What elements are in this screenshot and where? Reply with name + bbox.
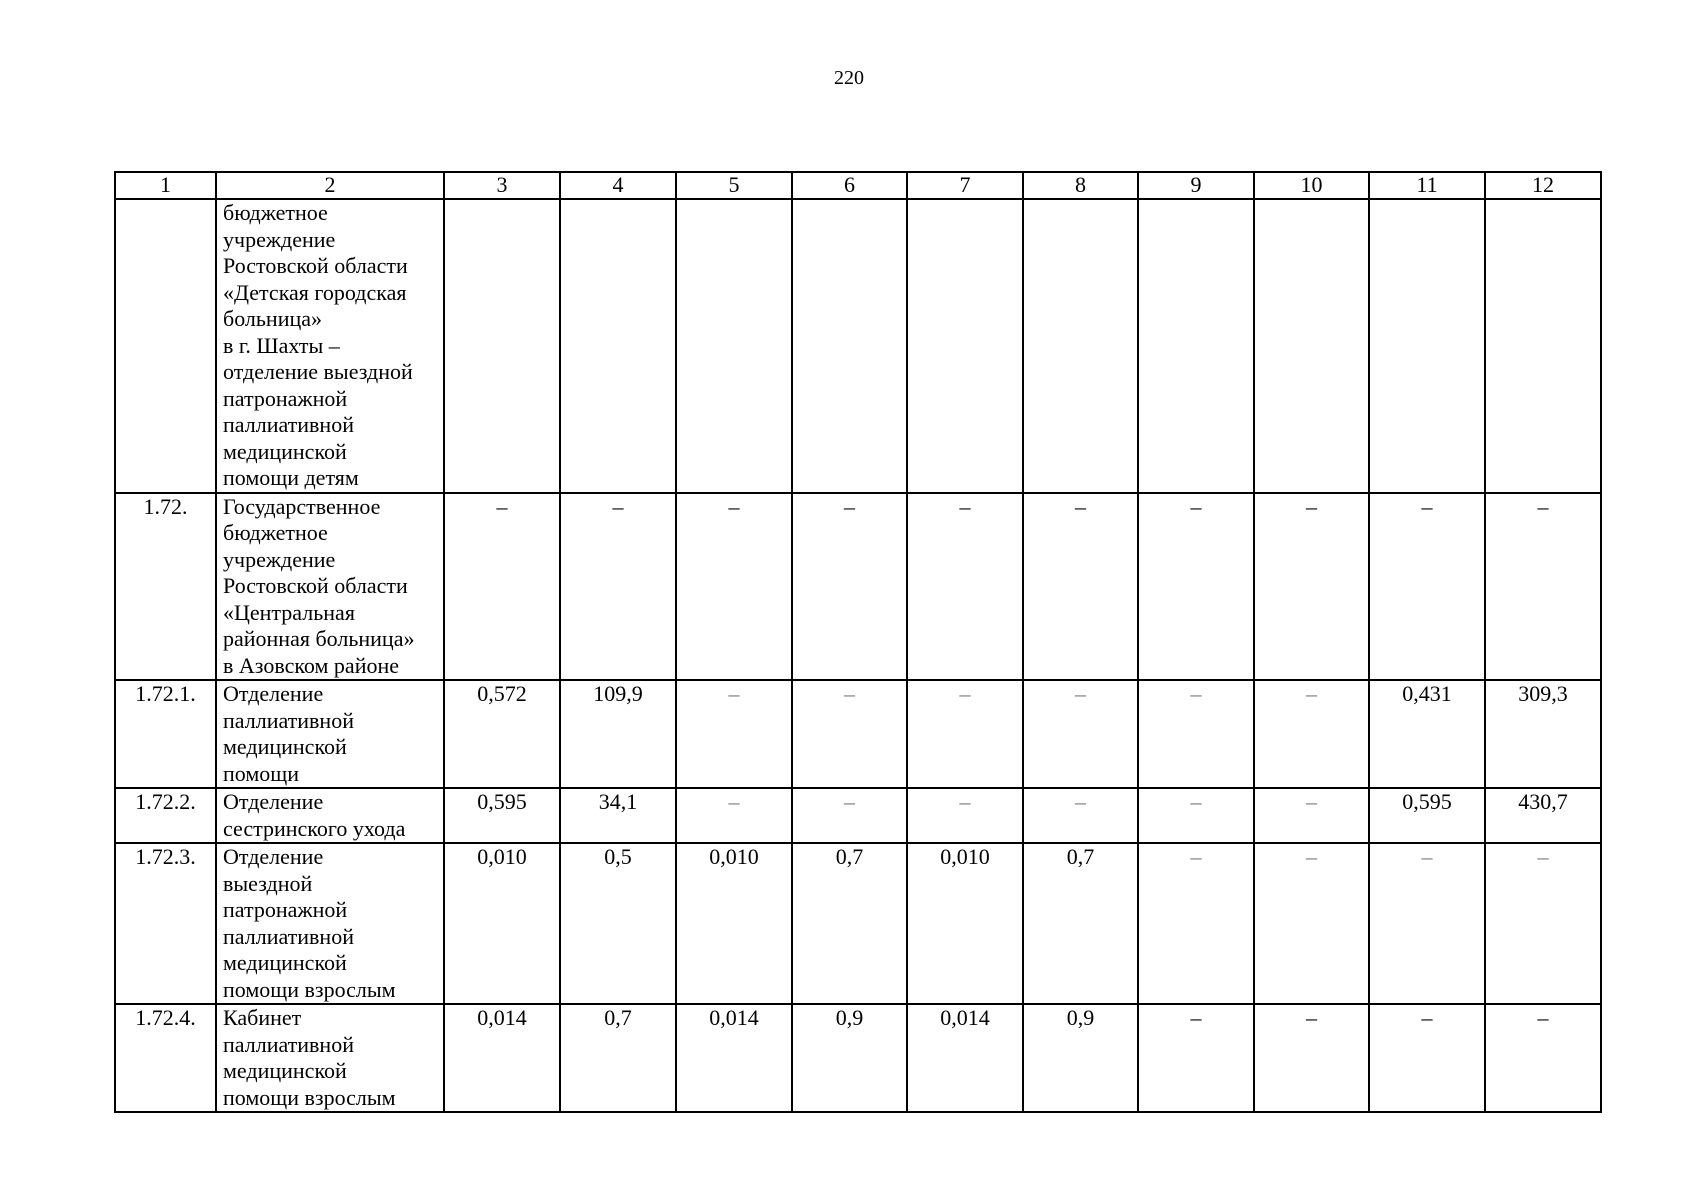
value-cell-col-4: 109,9	[560, 680, 676, 788]
table-row	[115, 788, 1601, 843]
value-cell-col-6	[792, 199, 907, 493]
row-number-cell: 1.72.2.	[115, 788, 216, 843]
value-cell-col-4: –	[560, 493, 676, 681]
value-cell-col-4: 34,1	[560, 788, 676, 843]
value-cell-col-3: –	[444, 493, 560, 681]
value-cell-col-10: –	[1254, 680, 1369, 788]
value-cell-col-4: 0,5	[560, 843, 676, 1004]
value-cell-col-7: 0,010	[907, 843, 1023, 1004]
institution-name-cell: Отделение паллиативной медицинской помощи	[216, 680, 444, 788]
value-cell-col-4: 0,7	[560, 1004, 676, 1112]
institution-name-cell: Отделение сестринского ухода	[216, 788, 444, 843]
value-cell-col-9: –	[1138, 788, 1254, 843]
header-cell: 1	[115, 172, 216, 199]
value-cell-col-9	[1138, 199, 1254, 493]
header-cell: 3	[444, 172, 560, 199]
table-row	[115, 843, 1601, 1004]
header-cell: 2	[216, 172, 444, 199]
value-cell-col-10: –	[1254, 493, 1369, 681]
value-cell-col-7: –	[907, 493, 1023, 681]
table-header-row	[115, 172, 1601, 199]
value-cell-col-10	[1254, 199, 1369, 493]
value-cell-col-11	[1369, 199, 1485, 493]
header-cell: 9	[1138, 172, 1254, 199]
table-row	[115, 1004, 1601, 1112]
value-cell-col-12: –	[1485, 1004, 1601, 1112]
header-cell: 10	[1254, 172, 1369, 199]
value-cell-col-8: –	[1023, 493, 1138, 681]
value-cell-col-6: –	[792, 680, 907, 788]
data-table	[114, 171, 1602, 1113]
value-cell-col-7: –	[907, 788, 1023, 843]
value-cell-col-6: 0,9	[792, 1004, 907, 1112]
value-cell-col-8: 0,7	[1023, 843, 1138, 1004]
value-cell-col-10: –	[1254, 788, 1369, 843]
value-cell-col-12: 309,3	[1485, 680, 1601, 788]
institution-name-cell: Государственное бюджетное учреждение Ростовской области «Центральная районная больница» в Азовском районе	[216, 493, 444, 681]
value-cell-col-12	[1485, 199, 1601, 493]
value-cell-col-10: –	[1254, 843, 1369, 1004]
header-cell: 5	[676, 172, 792, 199]
row-number-cell	[115, 199, 216, 493]
value-cell-col-6: –	[792, 788, 907, 843]
value-cell-col-5: 0,014	[676, 1004, 792, 1112]
value-cell-col-3: 0,572	[444, 680, 560, 788]
value-cell-col-5: 0,010	[676, 843, 792, 1004]
value-cell-col-8: –	[1023, 680, 1138, 788]
value-cell-col-11: 0,431	[1369, 680, 1485, 788]
value-cell-col-10: –	[1254, 1004, 1369, 1112]
header-cell: 7	[907, 172, 1023, 199]
value-cell-col-8: –	[1023, 788, 1138, 843]
value-cell-col-11: –	[1369, 493, 1485, 681]
page-number: 220	[834, 67, 864, 89]
value-cell-col-7: –	[907, 680, 1023, 788]
value-cell-col-9: –	[1138, 1004, 1254, 1112]
value-cell-col-9: –	[1138, 843, 1254, 1004]
value-cell-col-8	[1023, 199, 1138, 493]
table-row	[115, 199, 1601, 493]
value-cell-col-9: –	[1138, 680, 1254, 788]
value-cell-col-8: 0,9	[1023, 1004, 1138, 1112]
value-cell-col-6: 0,7	[792, 843, 907, 1004]
value-cell-col-12: –	[1485, 493, 1601, 681]
row-number-cell: 1.72.3.	[115, 843, 216, 1004]
value-cell-col-3: 0,010	[444, 843, 560, 1004]
header-cell: 4	[560, 172, 676, 199]
value-cell-col-3: 0,014	[444, 1004, 560, 1112]
header-cell: 12	[1485, 172, 1601, 199]
value-cell-col-3: 0,595	[444, 788, 560, 843]
header-cell: 6	[792, 172, 907, 199]
header-cell: 11	[1369, 172, 1485, 199]
table-row	[115, 680, 1601, 788]
value-cell-col-11: –	[1369, 1004, 1485, 1112]
value-cell-col-7: 0,014	[907, 1004, 1023, 1112]
row-number-cell: 1.72.4.	[115, 1004, 216, 1112]
institution-name-cell: Кабинет паллиативной медицинской помощи взрослым	[216, 1004, 444, 1112]
value-cell-col-4	[560, 199, 676, 493]
row-number-cell: 1.72.1.	[115, 680, 216, 788]
value-cell-col-11: –	[1369, 843, 1485, 1004]
value-cell-col-5	[676, 199, 792, 493]
table-row	[115, 493, 1601, 681]
value-cell-col-7	[907, 199, 1023, 493]
value-cell-col-9: –	[1138, 493, 1254, 681]
header-cell: 8	[1023, 172, 1138, 199]
row-number-cell: 1.72.	[115, 493, 216, 681]
value-cell-col-5: –	[676, 788, 792, 843]
value-cell-col-5: –	[676, 493, 792, 681]
value-cell-col-6: –	[792, 493, 907, 681]
value-cell-col-12: 430,7	[1485, 788, 1601, 843]
value-cell-col-5: –	[676, 680, 792, 788]
institution-name-cell: бюджетное учреждение Ростовской области «Детская городская больница» в г. Шахты – отделение выездной патронажной паллиативной медицинской помощи детям	[216, 199, 444, 493]
value-cell-col-11: 0,595	[1369, 788, 1485, 843]
value-cell-col-12: –	[1485, 843, 1601, 1004]
institution-name-cell: Отделение выездной патронажной паллиативной медицинской помощи взрослым	[216, 843, 444, 1004]
value-cell-col-3	[444, 199, 560, 493]
